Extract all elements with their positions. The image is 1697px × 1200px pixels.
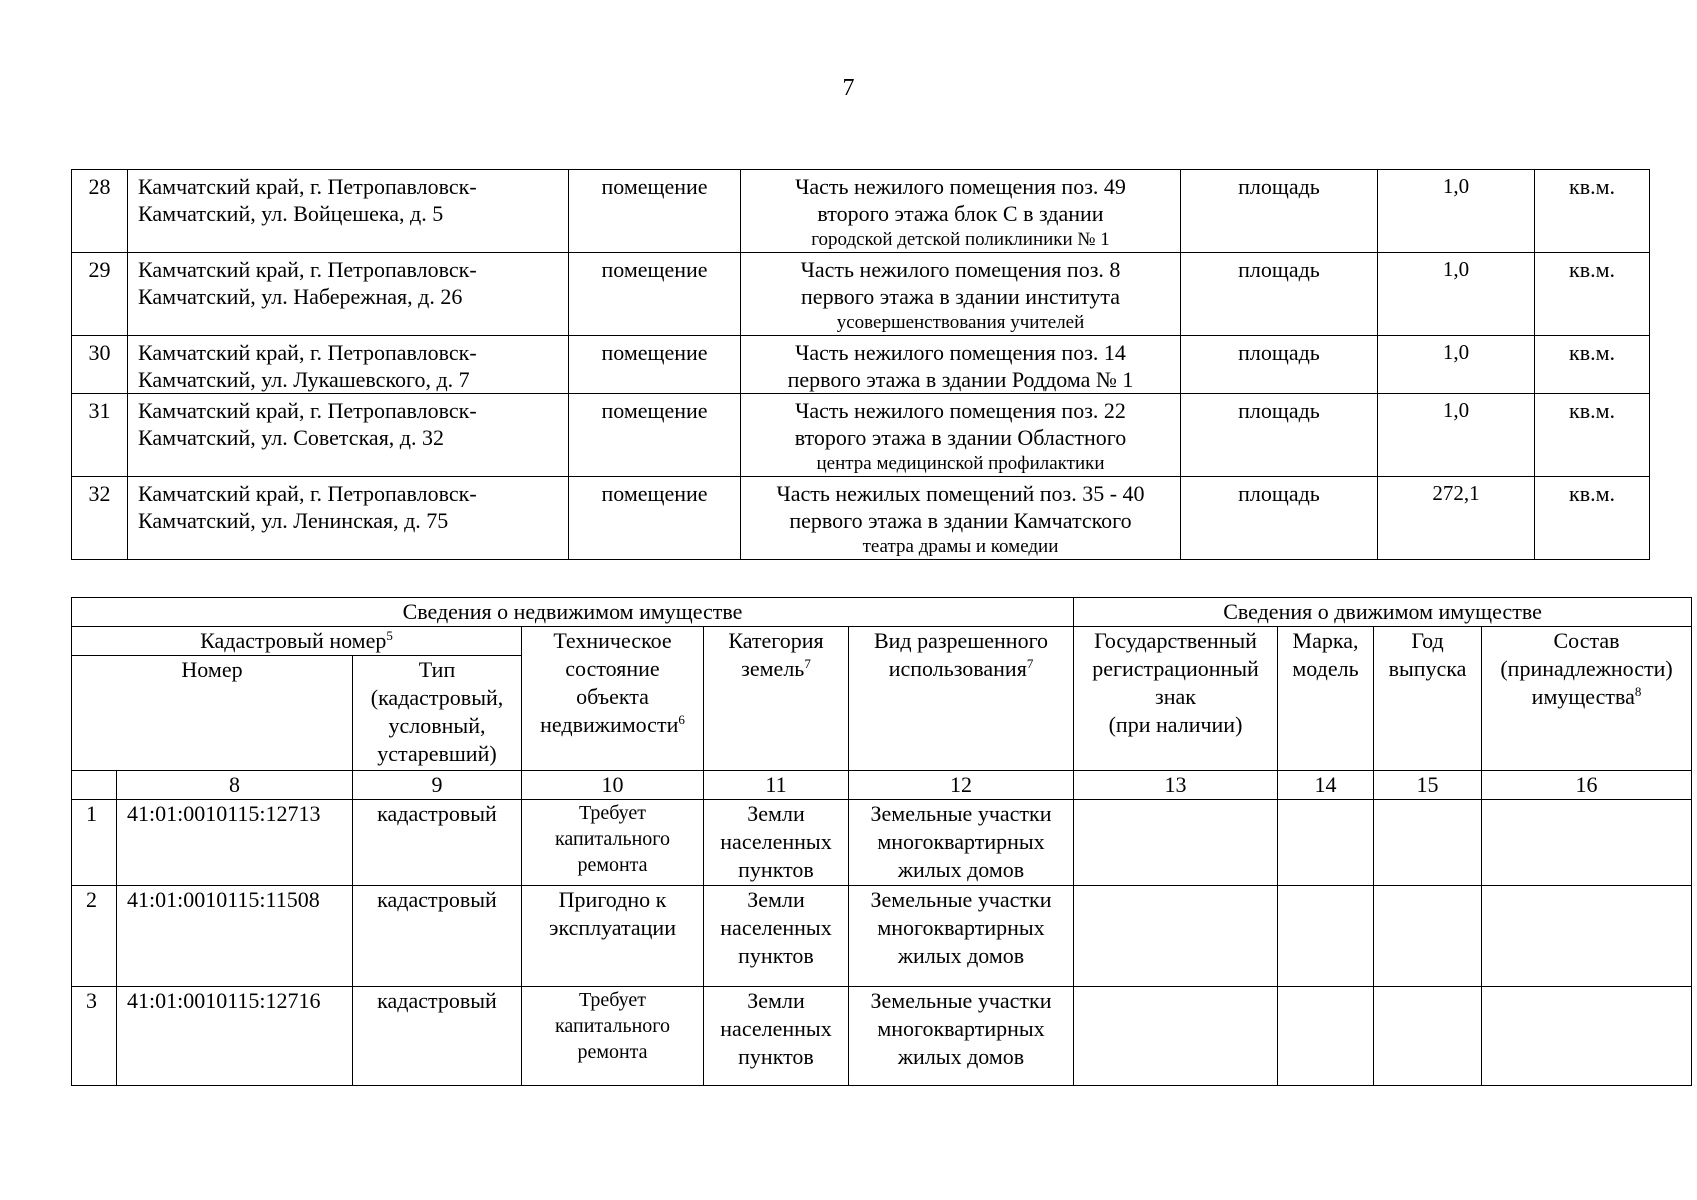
brand-cell [1278,886,1374,987]
description-cell: Часть нежилых помещений поз. 35 - 40 первого этажа в здании Камчатского театра драмы и комедии [741,477,1181,560]
column-numbers-row [72,771,1692,800]
table-row [72,336,1650,394]
table-row [72,477,1650,560]
address-cell: Камчатский край, г. Петропавловск- Камчатский, ул. Войцешека, д. 5 [128,170,569,253]
description-cell: Часть нежилого помещения поз. 8 первого этажа в здании института усовершенствования учителей [741,253,1181,336]
column-number: 8 [117,771,353,800]
column-number: 16 [1482,771,1692,800]
header-type: Тип (кадастровый, условный, устаревший) [353,656,522,771]
land-category-cell: Земли населенных пунктов [704,800,849,886]
permitted-use-cell: Земельные участки многоквартирных жилых домов [849,886,1074,987]
header-cadastral: Кадастровый номер$^5$ [72,627,522,656]
header-row-sub [72,627,1692,656]
address-cell: Камчатский край, г. Петропавловск- Камчатский, ул. Ленинская, д. 75 [128,477,569,560]
address-cell: Камчатский край, г. Петропавловск- Камчатский, ул. Набережная, д. 26 [128,253,569,336]
object-kind-cell: помещение [569,477,741,560]
table-row [72,886,1692,987]
cadastral-number-cell: 41:01:0010115:12713 [117,800,353,886]
table-row [72,987,1692,1086]
object-kind-cell: помещение [569,170,741,253]
header-permitted-use: Вид разрешенного использования$^7$ [849,627,1074,771]
column-number: 14 [1278,771,1374,800]
composition-cell [1482,800,1692,886]
type-cell: кадастровый [353,886,522,987]
year-cell [1374,886,1482,987]
land-category-cell: Земли населенных пунктов [704,987,849,1086]
object-kind-cell: помещение [569,253,741,336]
permitted-use-cell: Земельные участки многоквартирных жилых домов [849,987,1074,1086]
header-real-estate: Сведения о недвижимом имуществе [72,598,1074,627]
row-number: 28 [72,170,128,253]
value-cell: 272,1 [1378,477,1535,560]
object-kind-cell: помещение [569,394,741,477]
land-category-cell: Земли населенных пунктов [704,886,849,987]
row-index: 3 [72,987,117,1086]
row-index: 1 [72,800,117,886]
object-kind-cell: помещение [569,336,741,394]
description-cell: Часть нежилого помещения поз. 22 второго этажа в здании Областного центра медицинской профилактики [741,394,1181,477]
address-cell: Камчатский край, г. Петропавловск- Камчатский, ул. Советская, д. 32 [128,394,569,477]
column-number: 12 [849,771,1074,800]
permitted-use-cell: Земельные участки многоквартирных жилых домов [849,800,1074,886]
table-row [72,170,1650,253]
value-cell: 1,0 [1378,394,1535,477]
description-cell: Часть нежилого помещения поз. 14 первого этажа в здании Роддома № 1 [741,336,1181,394]
header-composition: Состав (принадлежности) имущества$^8$ [1482,627,1692,771]
year-cell [1374,800,1482,886]
property-list-table [71,169,1650,560]
header-land-category: Категория земель$^7$ [704,627,849,771]
brand-cell [1278,987,1374,1086]
brand-cell [1278,800,1374,886]
unit-cell: кв.м. [1535,336,1650,394]
composition-cell [1482,987,1692,1086]
unit-cell: кв.м. [1535,394,1650,477]
cadastral-number-cell: 41:01:0010115:12716 [117,987,353,1086]
header-year: Год выпуска [1374,627,1482,771]
description-cell: Часть нежилого помещения поз. 49 второго этажа блок С в здании городской детской поликлиники № 1 [741,170,1181,253]
tech-state-cell: Требует капитального ремонта [522,800,704,886]
header-number: Номер [72,656,353,771]
value-cell: 1,0 [1378,170,1535,253]
page-number: 7 [842,75,855,101]
value-cell: 1,0 [1378,336,1535,394]
row-index: 2 [72,886,117,987]
row-number: 32 [72,477,128,560]
unit-cell: кв.м. [1535,170,1650,253]
header-reg-sign: Государственный регистрационный знак (при наличии) [1074,627,1278,771]
row-number: 30 [72,336,128,394]
table-row [72,394,1650,477]
composition-cell [1482,886,1692,987]
tech-state-cell: Требует капитального ремонта [522,987,704,1086]
property-details-table [71,597,1692,1086]
type-cell: кадастровый [353,987,522,1086]
header-row-groups [72,598,1692,627]
parameter-cell: площадь [1181,394,1378,477]
header-brand: Марка, модель [1278,627,1374,771]
parameter-cell: площадь [1181,253,1378,336]
table-row [72,800,1692,886]
column-number: 10 [522,771,704,800]
unit-cell: кв.м. [1535,477,1650,560]
table-row [72,253,1650,336]
row-number: 31 [72,394,128,477]
tech-state-cell: Пригодно к эксплуатации [522,886,704,987]
column-number: 13 [1074,771,1278,800]
parameter-cell: площадь [1181,336,1378,394]
column-number: 11 [704,771,849,800]
reg-sign-cell [1074,987,1278,1086]
year-cell [1374,987,1482,1086]
parameter-cell: площадь [1181,170,1378,253]
header-movable: Сведения о движимом имуществе [1074,598,1692,627]
row-number: 29 [72,253,128,336]
unit-cell: кв.м. [1535,253,1650,336]
cadastral-number-cell: 41:01:0010115:11508 [117,886,353,987]
reg-sign-cell [1074,800,1278,886]
type-cell: кадастровый [353,800,522,886]
address-cell: Камчатский край, г. Петропавловск- Камчатский, ул. Лукашевского, д. 7 [128,336,569,394]
value-cell: 1,0 [1378,253,1535,336]
column-number: 9 [353,771,522,800]
reg-sign-cell [1074,886,1278,987]
column-number: 15 [1374,771,1482,800]
parameter-cell: площадь [1181,477,1378,560]
header-tech-state: Техническое состояние объекта недвижимости$^6$ [522,627,704,771]
column-number [72,771,117,800]
